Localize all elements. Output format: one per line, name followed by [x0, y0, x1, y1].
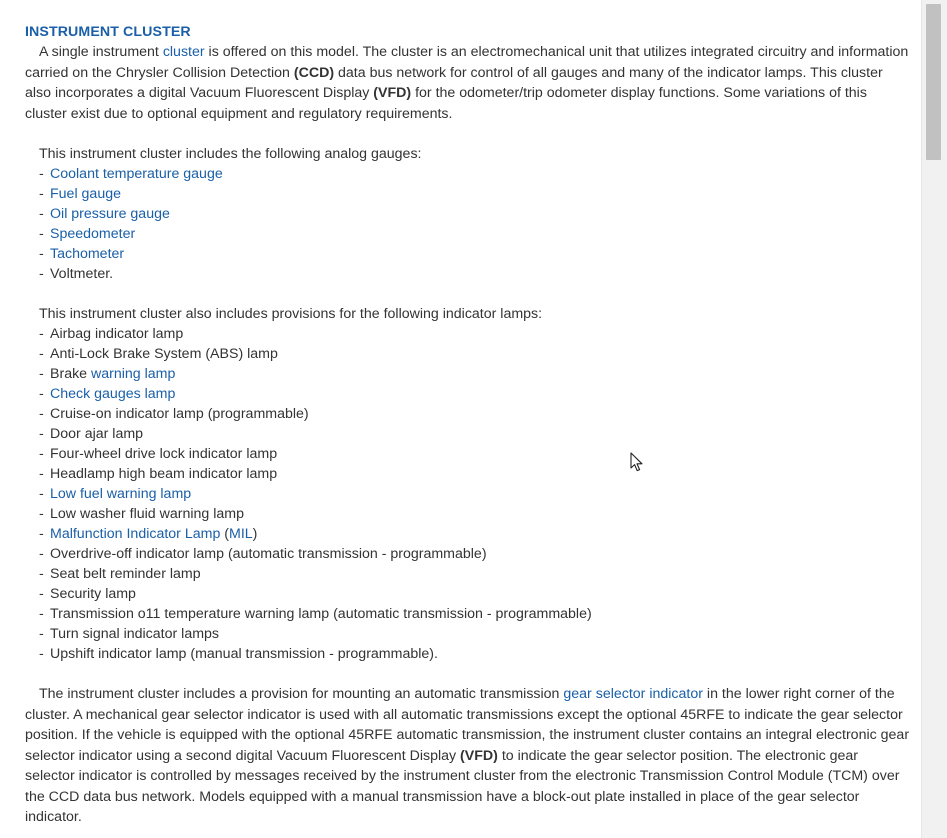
spacer — [25, 124, 911, 144]
intro-text-4: for the odometer/trip odometer display functions. Some variations of this cluster exist due to optional equipment and regulatory requirements. — [25, 85, 867, 122]
list-item: - Overdrive-off indicator lamp (automatic transmission - programmable) — [39, 546, 487, 562]
link-check-gauges-lamp[interactable]: Check gauges lamp — [50, 386, 176, 402]
list-item: - Door ajar lamp — [39, 426, 144, 442]
page-title: INSTRUMENT CLUSTER — [25, 24, 191, 40]
link-mil[interactable]: MIL — [229, 526, 253, 542]
list-item: - Cruise-on indicator lamp (programmable) — [39, 406, 309, 422]
list-item: - Check gauges lamp — [39, 386, 176, 402]
gauges-list — [25, 164, 911, 284]
link-malfunction-indicator-lamp[interactable]: Malfunction Indicator Lamp — [50, 526, 221, 542]
list-item: - Voltmeter. — [39, 266, 114, 282]
link-low-fuel-warning-lamp[interactable]: Low fuel warning lamp — [50, 486, 192, 502]
lamps-list — [25, 324, 911, 664]
intro-text-2: is offered on this model. The cluster is an electromechanical unit that utilizes integrated circuitry and information carried on the Chrysler Collision Detection — [25, 44, 909, 81]
vfd-abbrev: (VFD) — [460, 747, 498, 764]
link-fuel-gauge[interactable]: Fuel gauge — [50, 186, 121, 202]
link-coolant-temperature-gauge[interactable]: Coolant temperature gauge — [50, 166, 223, 182]
list-item: - Anti-Lock Brake System (ABS) lamp — [39, 346, 278, 362]
link-speedometer[interactable]: Speedometer — [50, 226, 136, 242]
list-item: - Oil pressure gauge — [39, 206, 170, 222]
link-tachometer[interactable]: Tachometer — [50, 246, 125, 262]
list-item: - Security lamp — [39, 586, 136, 602]
list-item: - Speedometer — [39, 226, 136, 242]
scrollbar-thumb[interactable] — [926, 4, 941, 160]
intro-text-1: A single instrument — [39, 44, 163, 60]
vfd-abbrev: (VFD) — [373, 85, 412, 101]
list-item: - Brake warning lamp — [39, 366, 176, 382]
intro-text-3: data bus network for control of all gauges and many of the indicator lamps. This cluster also incorporates a digital Vacuum Fluorescent Display — [25, 64, 883, 101]
list-item: - Upshift indicator lamp (manual transmission - programmable). — [39, 646, 438, 662]
link-gear-selector-indicator[interactable]: gear selector indicator — [563, 686, 703, 702]
vertical-scrollbar[interactable] — [921, 0, 947, 838]
spacer — [25, 284, 911, 304]
lamps-intro: This instrument cluster also includes provisions for the following indicator lamps: — [39, 306, 543, 322]
voltmeter-text: Voltmeter. — [50, 266, 114, 282]
list-item: - Low washer fluid warning lamp — [39, 506, 244, 522]
ccd-abbrev: (CCD) — [293, 64, 335, 81]
list-item: - Fuel gauge — [39, 186, 121, 202]
link-oil-pressure-gauge[interactable]: Oil pressure gauge — [50, 206, 170, 222]
list-item: - Four-wheel drive lock indicator lamp — [39, 446, 278, 462]
list-item: - Airbag indicator lamp — [39, 326, 184, 342]
list-item: - Low fuel warning lamp — [39, 486, 192, 502]
spacer — [25, 664, 911, 684]
list-item: - Seat belt reminder lamp — [39, 566, 201, 582]
document-content — [25, 22, 911, 828]
list-item: - Transmission o11 temperature warning lamp (automatic transmission - programmable) — [39, 606, 592, 622]
intro-paragraph — [25, 42, 911, 124]
list-item: - Turn signal indicator lamps — [39, 626, 220, 642]
gauges-intro: This instrument cluster includes the following analog gauges: — [39, 146, 422, 162]
list-item: - Tachometer — [39, 246, 125, 262]
link-warning-lamp[interactable]: warning lamp — [91, 366, 176, 382]
gear-selector-paragraph: The instrument cluster includes a provision for mounting an automatic transmission gear selector indicator in the lower right corner of the cluster. A mechanical gear selector indicator is used with all automatic transmissions except the optional 45RFE to indicate the gear selector position. If the vehicle is equipped with the optional 45RFE automatic transmission, the instrument cluster contains an integral electronic gear selector indicator using a second digital Vacuum Fluorescent Display (VFD) to indicate the gear selector position. The electronic gear selector indicator is controlled by messages received by the instrument cluster from the electronic Transmission Control Module (TCM) over the CCD data bus network. Models equipped with a manual transmission have a block-out plate installed in place of the gear selector indicator. — [25, 686, 910, 825]
link-cluster[interactable]: cluster — [162, 44, 205, 60]
list-item: - Coolant temperature gauge — [39, 166, 223, 182]
list-item: - Malfunction Indicator Lamp (MIL) — [39, 526, 258, 542]
list-item: - Headlamp high beam indicator lamp — [39, 466, 278, 482]
